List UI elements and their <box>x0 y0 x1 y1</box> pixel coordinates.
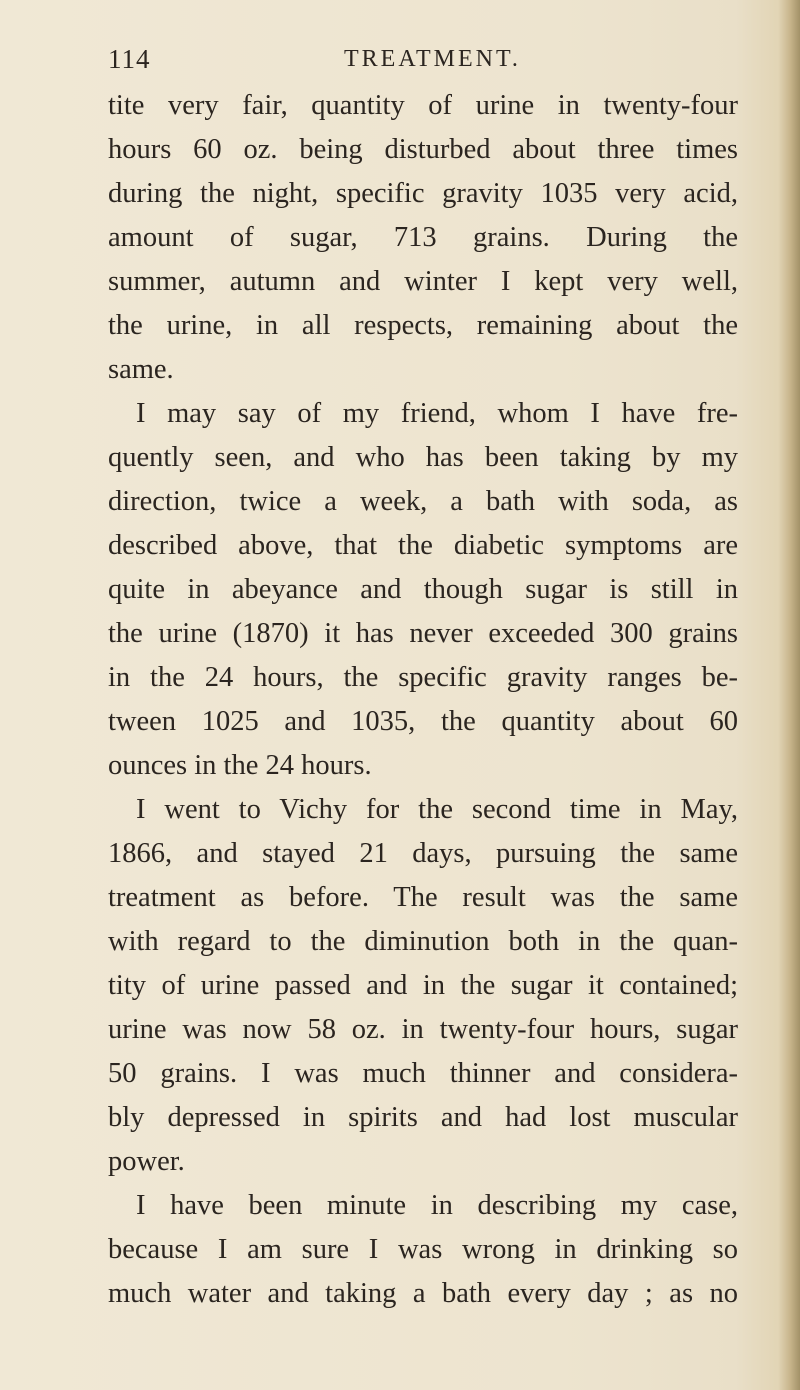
paragraph-start-line: I have been minute in describing my case, <box>136 1190 738 1221</box>
paragraph-start-line: I may say of my friend, whom I have fre- <box>136 398 738 429</box>
page-header <box>108 44 748 84</box>
text-line: the urine (1870) it has never exceeded 300 grains <box>108 618 738 649</box>
text-line: the urine, in all respects, remaining about the <box>108 310 738 341</box>
text-line: tity of urine passed and in the sugar it contained; <box>108 970 738 1001</box>
text-line: during the night, specific gravity 1035 very acid, <box>108 178 738 209</box>
text-line: direction, twice a week, a bath with soda, as <box>108 486 738 517</box>
text-line: tite very fair, quantity of urine in twenty-four <box>108 90 738 121</box>
text-line: much water and taking a bath every day ; as no <box>108 1278 738 1309</box>
body-text <box>108 84 738 1316</box>
text-line: bly depressed in spirits and had lost muscular <box>108 1102 738 1133</box>
text-line: 50 grains. I was much thinner and considera- <box>108 1058 738 1089</box>
text-line: amount of sugar, 713 grains. During the <box>108 222 738 253</box>
text-line: 1866, and stayed 21 days, pursuing the same <box>108 838 738 869</box>
running-head: TREATMENT. <box>344 46 521 72</box>
text-line: with regard to the diminution both in the quan- <box>108 926 738 957</box>
text-line: because I am sure I was wrong in drinking so <box>108 1234 738 1265</box>
text-line: quently seen, and who has been taking by my <box>108 442 738 473</box>
text-line: hours 60 oz. being disturbed about three times <box>108 134 738 165</box>
text-line: quite in abeyance and though sugar is still in <box>108 574 738 605</box>
text-line: same. <box>108 354 174 385</box>
text-line: summer, autumn and winter I kept very well, <box>108 266 738 297</box>
text-line: treatment as before. The result was the same <box>108 882 738 913</box>
page-number: 114 <box>108 44 151 74</box>
text-line: ounces in the 24 hours. <box>108 750 372 781</box>
text-line: described above, that the diabetic symptoms are <box>108 530 738 561</box>
page-edge-shadow <box>778 0 800 1390</box>
text-line: power. <box>108 1146 185 1177</box>
text-line: urine was now 58 oz. in twenty-four hours, sugar <box>108 1014 738 1045</box>
paragraph-start-line: I went to Vichy for the second time in May, <box>136 794 738 825</box>
text-line: in the 24 hours, the specific gravity ranges be- <box>108 662 738 693</box>
text-line: tween 1025 and 1035, the quantity about 60 <box>108 706 738 737</box>
